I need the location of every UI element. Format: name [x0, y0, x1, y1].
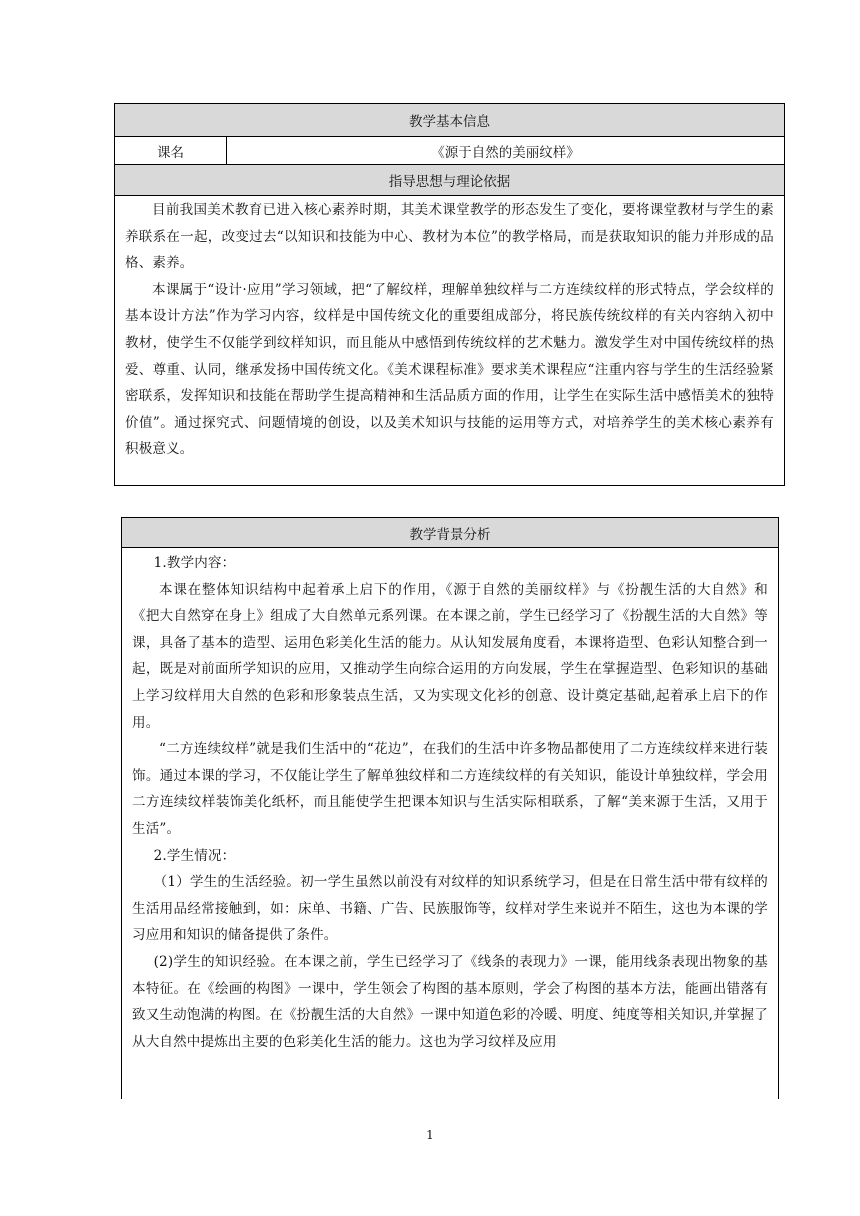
course-value: 《源于自然的美丽纹样》 — [431, 144, 580, 161]
guiding-thought-body — [115, 196, 784, 463]
page-number: 1 — [426, 1128, 434, 1142]
analysis-paragraph-1: 本课在整体知识结构中起着承上启下的作用，《源于自然的美丽纹样》与《扮靓生活的大自然》和《把大自然穿在身上》组成了大自然单元系列课。在本课之前，学生已经学习了《扮靓生活的大自然》等课，具备了基本的造型、运用色彩美化生活的能力。从认知发展角度看，本课将造型、色彩认知整合到一起，既是对前面所学知识的应用，又推动学生向综合运用的方向发展，学生在掌握造型、色彩知识的基础上学习纹样用大自然的色彩和形象装点生活，又为实现文化衫的创意、设计奠定基础,起着承上启下的作用。 — [132, 581, 768, 731]
course-row — [115, 137, 784, 165]
guiding-thought-header: 指导思想与理论依据 — [115, 165, 784, 196]
analysis-paragraph-3: （1）学生的生活经验。初一学生虽然以前没有对纹样的知识系统学习，但是在日常生活中带有纹样的生活用品经常接触到，如：床单、书籍、广告、民族服饰等，纹样对学生来说并不陌生，这也为本课的学习应用和知识的储备提供了条件。 — [132, 874, 768, 944]
basic-info-header: 教学基本信息 — [115, 104, 784, 137]
course-label: 课名 — [115, 137, 227, 164]
basic-info-table — [114, 103, 785, 486]
background-analysis-body — [122, 548, 778, 1055]
analysis-paragraph-2: “二方连续纹样”就是我们生活中的“花边”，在我们的生活中许多物品都使用了二方连续纹样来进行装饰。通过本课的学习，不仅能让学生了解单独纹样和二方连续纹样的有关知识，能设计单独纹样，学会用二方连续纹样装饰美化纸杯，而且能使学生把课本知识与生活实际相联系，了解“美来源于生活，又用于生活”。 — [132, 741, 768, 837]
guiding-paragraph-2: 本课属于“设计·应用”学习领域，把“了解纹样，理解单独纹样与二方连续纹样的形式特点，学会纹样的基本设计方法”作为学习内容，纹样是中国传统文化的重要组成部分，将民族传统纹样的有关内容纳入初中教材，使学生不仅能学到纹样知识，而且能从中感悟到传统纹样的艺术魅力。激发学生对中国传统纹样的热爱、尊重、认同，继承发扬中国传统文化。《美术课程标准》要求美术课程应“注重内容与学生的生活经验紧密联系，发挥知识和技能在帮助学生提高精神和生活品质方面的作用，让学生在实际生活中感悟美术的独特价值”。通过探究式、问题情境的创设，以及美术知识与技能的运用等方式，对培养学生的美术核心素养有积极意义。 — [125, 281, 775, 458]
background-analysis-table — [121, 517, 779, 1099]
guiding-paragraph-1: 目前我国美术教育已进入核心素养时期，其美术课堂教学的形态发生了变化，要将课堂教材与学生的素养联系在一起，改变过去“以知识和技能为中心、教材为本位”的教学格局，而是获取知识的能力并形成的品格、素养。 — [125, 202, 774, 272]
item-student-situation: 2.学生情况： — [153, 847, 236, 864]
analysis-paragraph-4: (2)学生的知识经验。在本课之前，学生已经学习了《线条的表现力》一课，能用线条表现出物象的基本特征。在《绘画的构图》一课中，学生领会了构图的基本原则，学会了构图的基本方法，能画出错落有致又生动饱满的构图。在《扮靓生活的大自然》一课中知道色彩的冷暖、明度、纯度等相关知识,并掌握了从大自然中提炼出主要的色彩美化生活的能力。这也为学习纹样及应用 — [132, 953, 768, 1050]
item-teaching-content: 1.教学内容： — [153, 555, 236, 571]
background-analysis-header: 教学背景分析 — [122, 518, 778, 548]
